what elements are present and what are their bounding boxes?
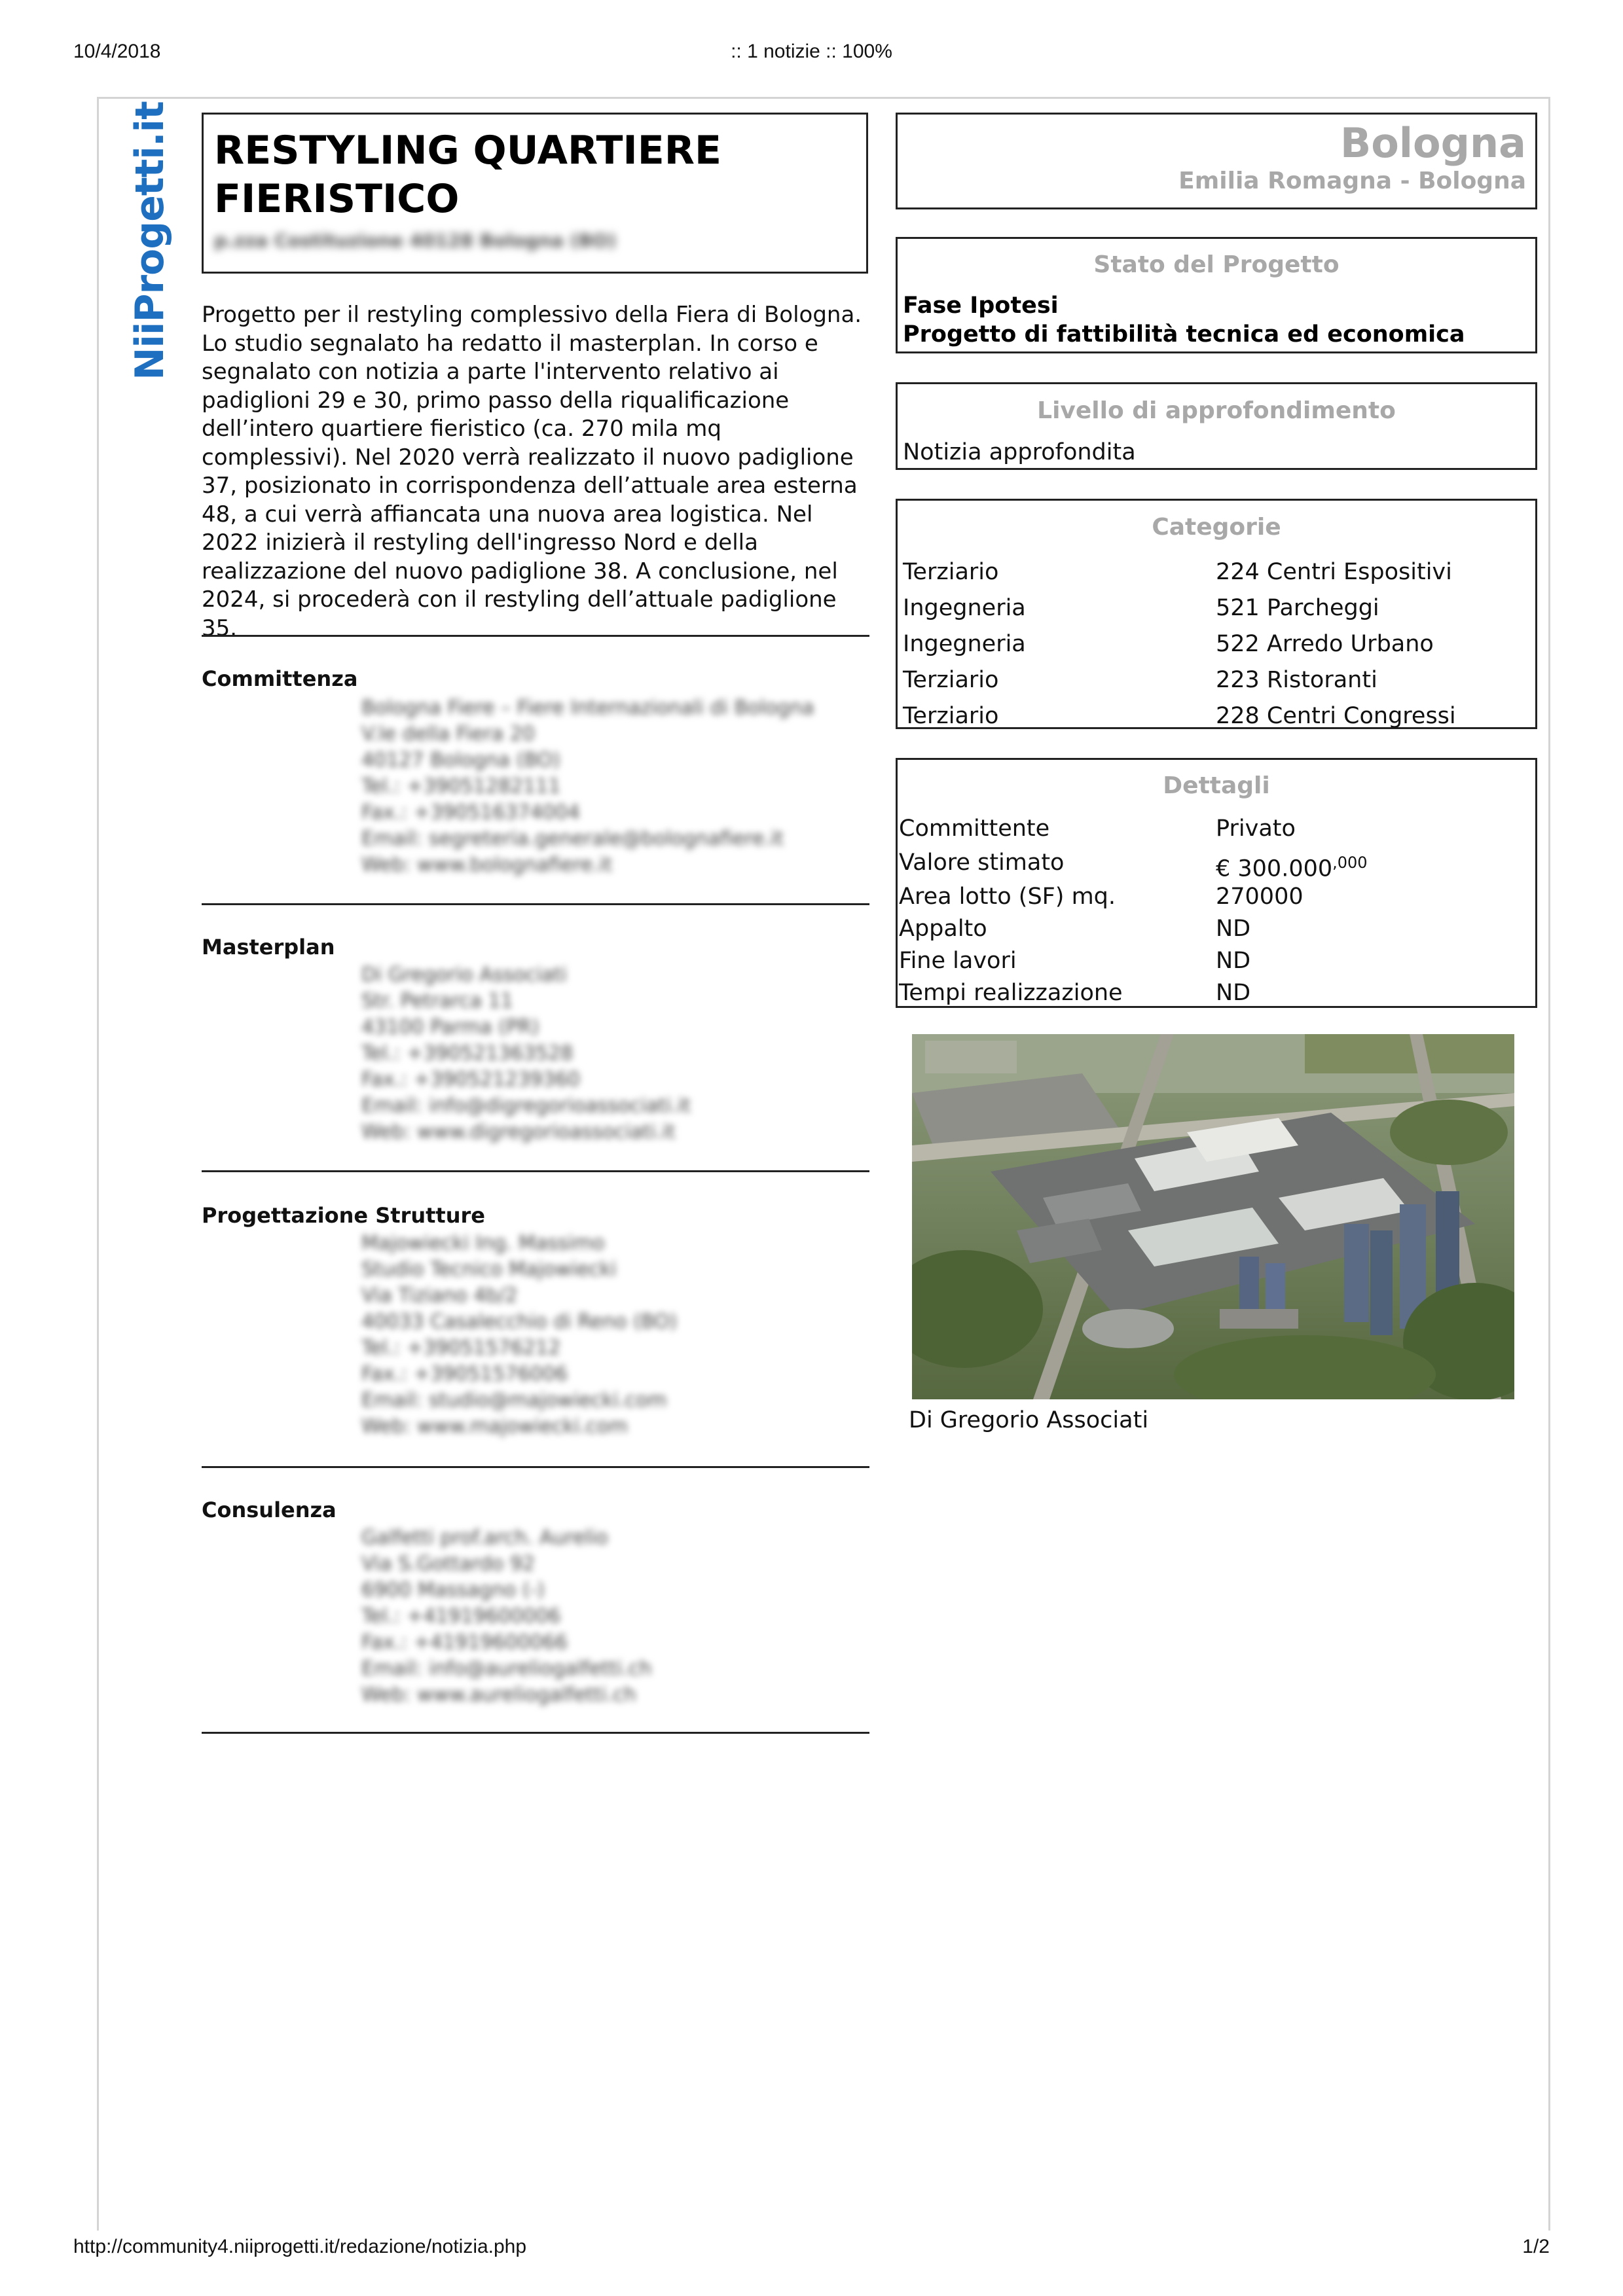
contact-line: 43100 Parma (PR) <box>361 1016 539 1039</box>
contact-line: Web: www.majowiecki.com <box>361 1415 628 1438</box>
contact-line: Email: info@aureliogalfetti.ch <box>361 1657 652 1680</box>
print-title: :: 1 notizie :: 100% <box>731 41 892 62</box>
section-divider <box>202 1170 869 1172</box>
categorie-box <box>896 499 1537 729</box>
stato-progetto: Progetto di fattibilità tecnica ed economica <box>903 321 1465 348</box>
contact-line: 6900 Massagno (-) <box>361 1579 545 1602</box>
categoria-sector: Ingegneria <box>903 595 1026 621</box>
contact-line: Fax.: +39051576006 <box>361 1363 568 1386</box>
section-label-masterplan: Masterplan <box>202 935 335 960</box>
dettagli-row <box>898 945 1535 977</box>
categoria-name: 223 Ristoranti <box>1216 667 1377 693</box>
categoria-sector: Terziario <box>903 703 999 729</box>
dettagli-value: ND <box>1216 916 1251 942</box>
contact-line: V.le della Fiera 20 <box>361 723 535 745</box>
project-title: RESTYLING QUARTIERE FIERISTICO <box>214 128 721 222</box>
dettagli-value: Privato <box>1216 816 1296 842</box>
contact-line: Via Tiziano 4b/2 <box>361 1284 518 1307</box>
dettagli-label: Valore stimato <box>899 850 1065 876</box>
dettagli-row <box>898 880 1535 913</box>
valore-main: € 300.000 <box>1216 855 1333 882</box>
contact-line: Bologna Fiere – Fiere Internazionali di Bologna <box>361 696 814 719</box>
contact-line: Str. Petrarca 11 <box>361 990 513 1013</box>
contact-line: Tel.: +39051282111 <box>361 775 561 798</box>
image-caption: Di Gregorio Associati <box>909 1407 1149 1433</box>
print-date: 10/4/2018 <box>73 41 161 62</box>
print-page-number: 1/2 <box>1522 2236 1550 2257</box>
contact-line: Via S.Gottardo 92 <box>361 1552 536 1575</box>
project-aerial-image[interactable] <box>912 1034 1514 1399</box>
contact-line: Fax.: +390521239360 <box>361 1068 580 1091</box>
stato-fase: Fase Ipotesi <box>903 293 1059 319</box>
valore-decimals: ,000 <box>1332 853 1368 872</box>
dettagli-label: Committente <box>899 816 1050 842</box>
contact-line: Tel.: +39051576212 <box>361 1336 561 1359</box>
location-box <box>896 113 1537 209</box>
livello-value: Notizia approfondita <box>903 439 1136 465</box>
niiprogetti-logo[interactable] <box>127 101 173 380</box>
contact-line: Galfetti prof.arch. Aurelio <box>361 1526 608 1549</box>
project-address: p.zza Costituzione 40128 Bologna (BO) <box>214 230 617 251</box>
livello-heading: Livello di approfondimento <box>1037 397 1396 424</box>
print-url[interactable]: http://community4.niiprogetti.it/redazione/notizia.php <box>73 2236 527 2257</box>
dettagli-label: Area lotto (SF) mq. <box>899 884 1116 910</box>
contact-line: Tel.: +41919600006 <box>361 1605 561 1628</box>
section-divider <box>202 635 869 637</box>
categoria-row <box>898 662 1535 698</box>
city-name: Bologna <box>1340 119 1526 167</box>
contact-line: Di Gregorio Associati <box>361 963 567 986</box>
contact-consulenza <box>361 1525 833 1708</box>
contact-masterplan <box>361 962 833 1145</box>
dettagli-value: 270000 <box>1216 884 1304 910</box>
print-header <box>0 41 1623 67</box>
categoria-name: 224 Centri Espositivi <box>1216 559 1452 585</box>
section-divider <box>202 903 869 905</box>
categoria-row <box>898 590 1535 626</box>
categoria-name: 521 Parcheggi <box>1216 595 1379 621</box>
dettagli-value: ND <box>1216 948 1251 974</box>
categoria-sector: Ingegneria <box>903 631 1026 657</box>
contact-line: Email: studio@majowiecki.com <box>361 1389 667 1412</box>
dettagli-heading: Dettagli <box>1163 772 1270 799</box>
contact-line: 40127 Bologna (BO) <box>361 749 560 772</box>
categoria-name: 522 Arredo Urbano <box>1216 631 1434 657</box>
contact-line: 40033 Casalecchio di Reno (BO) <box>361 1310 678 1333</box>
contact-line: Web: www.bolognafiere.it <box>361 853 613 876</box>
categoria-sector: Terziario <box>903 559 999 585</box>
contact-line: Web: www.aureliogalfetti.ch <box>361 1683 636 1706</box>
contact-line: Majowiecki Ing. Massimo <box>361 1232 605 1255</box>
dettagli-row <box>898 812 1535 845</box>
categorie-heading: Categorie <box>1152 514 1281 541</box>
section-label-consulenza: Consulenza <box>202 1498 337 1522</box>
contact-line: Fax.: +41919600066 <box>361 1631 568 1654</box>
contact-line: Tel.: +390521363528 <box>361 1042 574 1065</box>
dettagli-row <box>898 845 1535 880</box>
title-box <box>202 113 868 274</box>
project-description: Progetto per il restyling complessivo della Fiera di Bologna. Lo studio segnalato ha redatto il masterplan. In corso e segnalato con notizia a parte l'intervento relativo ai padiglioni 29 e 30, primo passo della riqualificazione dell’intero quartiere fieristico (ca. 270 mila mq complessivi). Nel 2020 verrà realizzato il nuovo padiglione 37, posizionato in corrispondenza dell’attuale area esterna 48, a cui verrà affiancata una nuova area logistica. Nel 2022 inizierà il restyling dell'ingresso Nord e della realizzazione del nuovo padiglione 38. A conclusione, nel 2024, si procederà con il restyling dell’attuale padiglione 35. <box>202 302 862 641</box>
print-footer <box>0 2236 1623 2262</box>
contact-line: Email: segreteria.generale@bolognafiere.it <box>361 827 784 850</box>
aerial-photo-illustration <box>912 1034 1514 1399</box>
dettagli-label: Appalto <box>899 916 987 942</box>
logo-text: NiiProgetti.it <box>127 101 173 380</box>
categoria-row <box>898 626 1535 662</box>
dettagli-value: ND <box>1216 980 1251 1006</box>
contact-line: Fax.: +390516374004 <box>361 801 580 824</box>
section-label-progettazione-strutture: Progettazione Strutture <box>202 1203 485 1228</box>
stato-heading: Stato del Progetto <box>1093 251 1340 278</box>
contact-progettazione-strutture <box>361 1230 833 1440</box>
dettagli-label: Tempi realizzazione <box>899 980 1123 1006</box>
contact-line: Web: www.digregorioassociati.it <box>361 1121 676 1143</box>
dettagli-label: Fine lavori <box>899 948 1017 974</box>
categoria-sector: Terziario <box>903 667 999 693</box>
dettagli-row <box>898 913 1535 945</box>
section-label-committenza: Committenza <box>202 666 358 691</box>
categoria-row <box>898 554 1535 590</box>
contact-committenza <box>361 695 833 878</box>
contact-line: Email: info@digregorioassociati.it <box>361 1094 691 1117</box>
stato-box <box>896 237 1537 353</box>
dettagli-row <box>898 977 1535 1009</box>
livello-box <box>896 382 1537 470</box>
region-name: Emilia Romagna - Bologna <box>1178 168 1526 194</box>
categoria-row <box>898 698 1535 734</box>
contact-line: Studio Tecnico Majowiecki <box>361 1258 617 1281</box>
section-divider <box>202 1732 869 1734</box>
section-divider <box>202 1466 869 1468</box>
categoria-name: 228 Centri Congressi <box>1216 703 1456 729</box>
dettagli-box <box>896 758 1537 1008</box>
